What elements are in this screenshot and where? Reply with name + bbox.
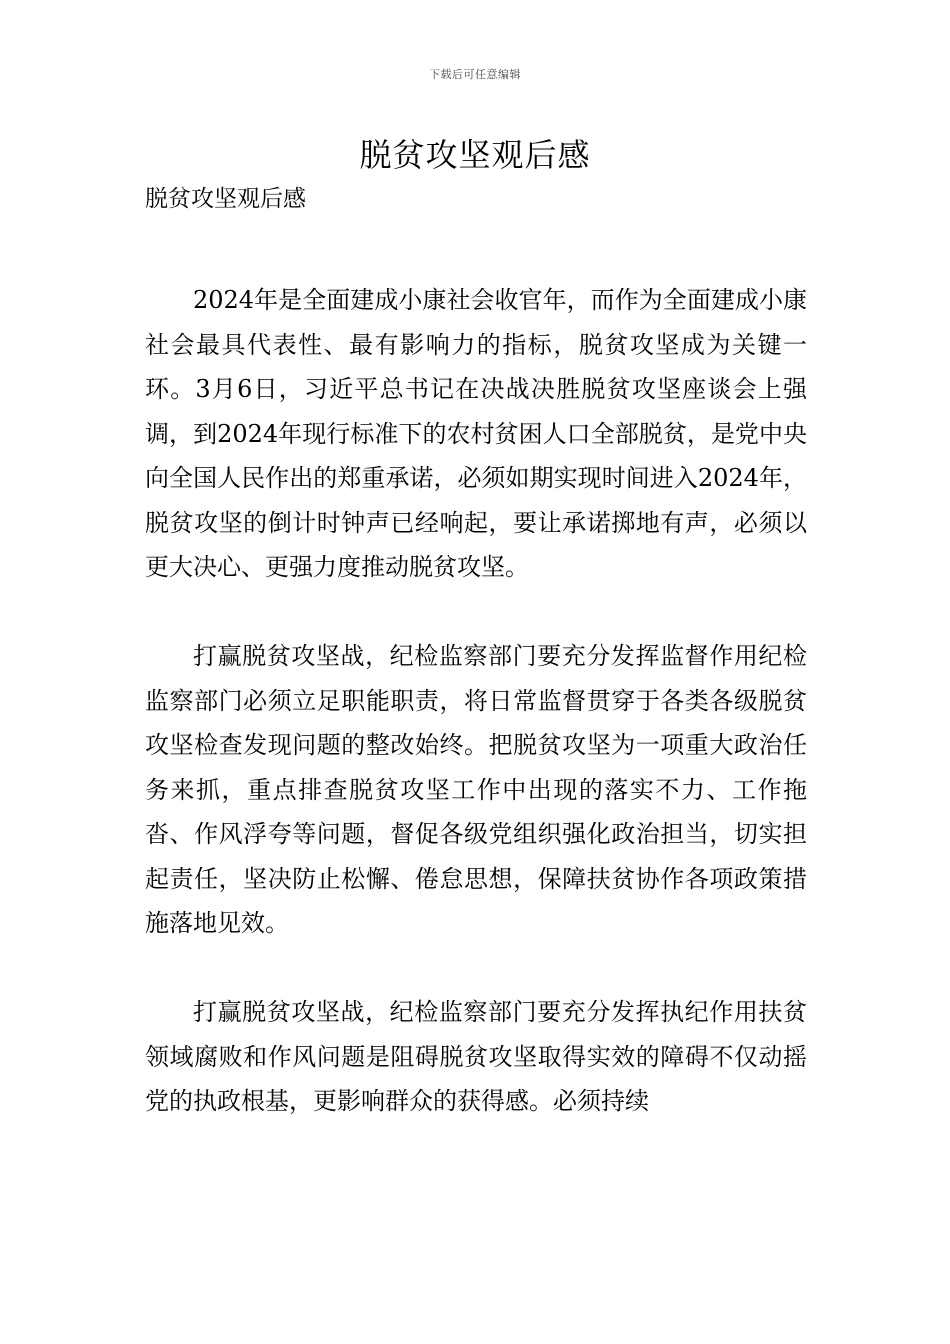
document-body xyxy=(145,278,807,1124)
document-title: 脱贫攻坚观后感 xyxy=(359,136,591,174)
paragraph-1: 2024年是全面建成小康社会收官年，而作为全面建成小康社会最具代表性、最有影响力的指标，脱贫攻坚成为关键一环。3月6日，习近平总书记在决战决胜脱贫攻坚座谈会上强调，到2024年现行标准下的农村贫困人口全部脱贫，是党中央向全国人民作出的郑重承诺，必须如期实现时间进入2024年，脱贫攻坚的倒计时钟声已经响起，要让承诺掷地有声，必须以更大决心、更强力度推动脱贫攻坚。 xyxy=(145,286,807,581)
paragraph-2: 打赢脱贫攻坚战，纪检监察部门要充分发挥监督作用纪检监察部门必须立足职能职责，将日常监督贯穿于各类各级脱贫攻坚检查发现问题的整改始终。把脱贫攻坚为一项重大政治任务来抓，重点排查脱贫攻坚工作中出现的落实不力、工作拖沓、作风浮夸等问题，督促各级党组织强化政治担当，切实担起责任，坚决防止松懈、倦怠思想，保障扶贫协作各项政策措施落地见效。 xyxy=(145,642,807,937)
paragraph-3: 打赢脱贫攻坚战，纪检监察部门要充分发挥执纪作用扶贫领域腐败和作风问题是阻碍脱贫攻坚取得实效的障碍不仅动摇党的执政根基，更影响群众的获得感。必须持续 xyxy=(145,998,807,1115)
document-subtitle: 脱贫攻坚观后感 xyxy=(145,186,306,212)
page-header-note: 下载后可任意编辑 xyxy=(429,68,521,81)
